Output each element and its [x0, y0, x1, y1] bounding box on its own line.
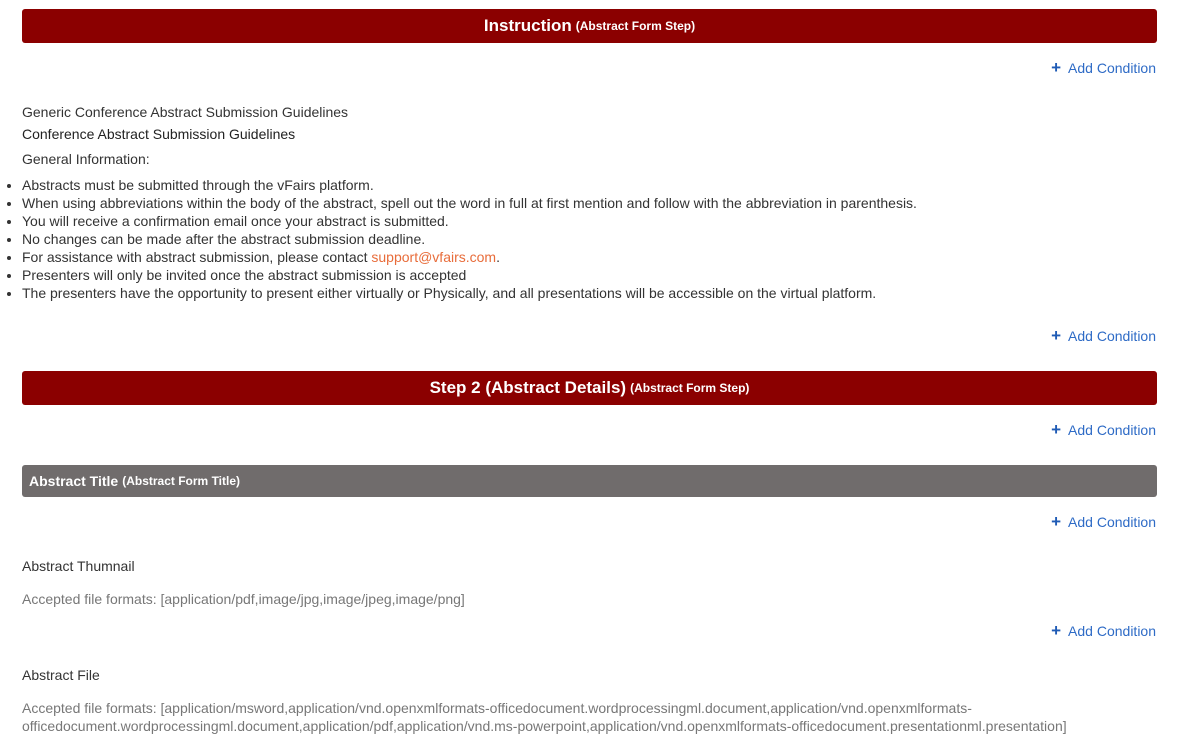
plus-icon: +: [1051, 621, 1062, 640]
add-condition-button[interactable]: [1051, 422, 1156, 438]
plus-icon: +: [1051, 512, 1062, 531]
list-item: • When using abbreviations within the body of the abstract, spell out the word in full at first mention and follow with the abbreviation in parenthesis.: [22, 194, 1172, 212]
support-email-link[interactable]: support@vfairs.com: [371, 249, 497, 265]
step-header-instruction: [22, 9, 1157, 43]
add-condition-label: Add Condition: [1068, 328, 1156, 344]
contact-text: For assistance with abstract submission, please contact: [22, 249, 372, 265]
add-condition-button[interactable]: [1051, 60, 1156, 76]
step-title: Step 2 (Abstract Details): [429, 378, 627, 397]
file-field-label: Abstract File: [22, 667, 100, 683]
step-subtitle: (Abstract Form Step): [575, 19, 696, 33]
add-condition-button[interactable]: [1051, 328, 1156, 344]
list-item: • The presenters have the opportunity to present either virtually or Physically, and all presentations will be accessible on the virtual platform.: [22, 284, 1172, 302]
plus-icon: +: [1051, 58, 1062, 77]
plus-icon: +: [1051, 326, 1062, 345]
add-condition-label: Add Condition: [1068, 514, 1156, 530]
thumbnail-field-label: Abstract Thumnail: [22, 558, 135, 574]
guidelines-list: [0, 176, 1172, 302]
add-condition-label: Add Condition: [1068, 623, 1156, 639]
list-item-contact: [22, 248, 1172, 266]
list-item: • You will receive a confirmation email once your abstract is submitted.: [22, 212, 1172, 230]
list-item: • No changes can be made after the abstract submission deadline.: [22, 230, 1172, 248]
contact-suffix: .: [496, 249, 500, 265]
list-item: • Abstracts must be submitted through the vFairs platform.: [22, 176, 1172, 194]
add-condition-button[interactable]: [1051, 514, 1156, 530]
step-title: Instruction: [483, 16, 572, 35]
thumbnail-formats: Accepted file formats: [application/pdf,image/jpg,image/jpeg,image/png]: [22, 591, 465, 607]
add-condition-label: Add Condition: [1068, 422, 1156, 438]
list-item: • Presenters will only be invited once the abstract submission is accepted: [22, 266, 1172, 284]
guidelines-heading-generic: Generic Conference Abstract Submission Guidelines: [22, 104, 349, 120]
file-formats-line: officedocument.wordprocessingml.document,application/pdf,application/vnd.ms-powerpoint,application/vnd.openxmlformats-officedocument.presentationml.presentation]: [22, 718, 1067, 734]
general-info-heading: General Information:: [22, 151, 150, 167]
add-condition-label: Add Condition: [1068, 60, 1156, 76]
step-header-abstract-details: [22, 371, 1157, 405]
file-formats: [22, 699, 1162, 735]
step-subtitle: (Abstract Form Step): [630, 381, 750, 395]
form-title-subtitle: (Abstract Form Title): [122, 474, 241, 488]
plus-icon: +: [1051, 420, 1062, 439]
abstract-title-header: [22, 465, 1157, 497]
guidelines-heading: Conference Abstract Submission Guidelines: [22, 126, 296, 142]
form-title: Abstract Title: [29, 473, 119, 489]
file-formats-line: Accepted file formats: [application/msword,application/vnd.openxmlformats-officedocument.wordprocessingml.document,application/vnd.openxmlformats-: [22, 700, 972, 716]
add-condition-button[interactable]: [1051, 623, 1156, 639]
